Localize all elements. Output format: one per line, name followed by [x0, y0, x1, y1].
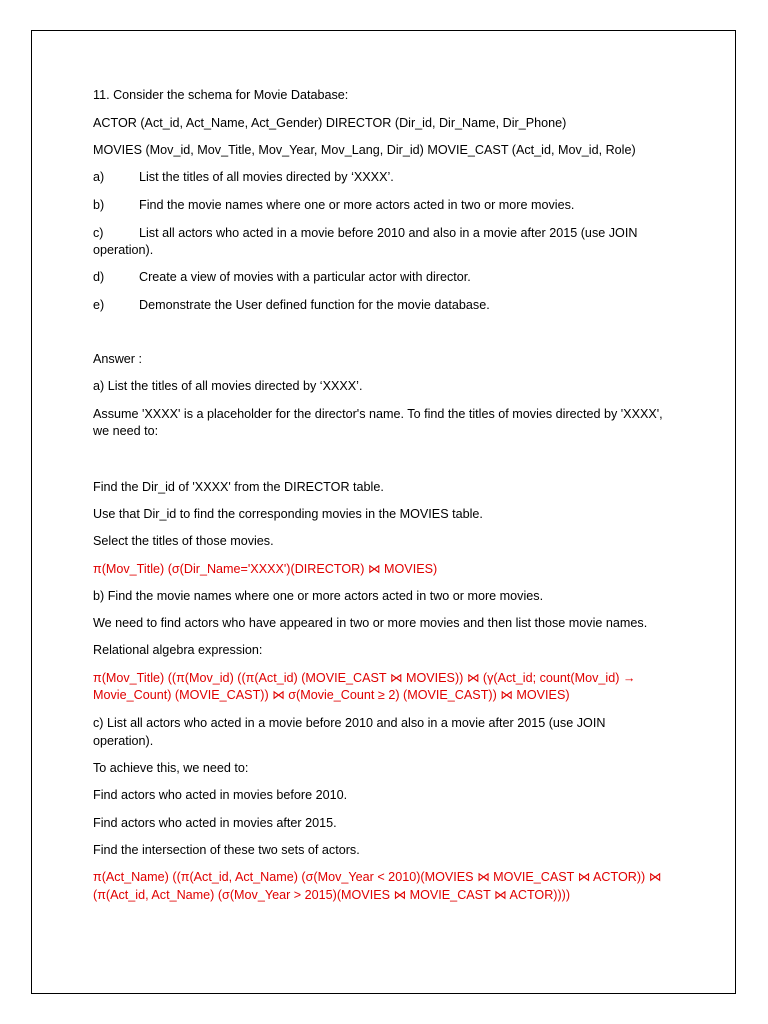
question-item-d: [93, 269, 471, 286]
answer-a-step-2: Use that Dir_id to find the corresponding movies in the MOVIES table.: [93, 507, 483, 521]
question-item-c: [93, 225, 637, 242]
answer-c-intro: To achieve this, we need to:: [93, 761, 249, 775]
answer-b-expression-line-1: π(Mov_Title) ((π(Mov_id) ((π(Act_id) (MOVIE_CAST ⋈ MOVIES)) ⋈ (γ(Act_id; count(Mov_id) →: [93, 671, 636, 685]
question-item-c-continued: operation).: [93, 243, 154, 257]
schema-line-1: ACTOR (Act_id, Act_Name, Act_Gender) DIRECTOR (Dir_id, Dir_Name, Dir_Phone): [93, 116, 567, 130]
item-letter: c): [93, 226, 104, 240]
answer-c-step-1: Find actors who acted in movies before 2010.: [93, 788, 348, 802]
answer-b-label: Relational algebra expression:: [93, 643, 263, 657]
schema-line-2: MOVIES (Mov_id, Mov_Title, Mov_Year, Mov_Lang, Dir_id) MOVIE_CAST (Act_id, Mov_id, Role): [93, 143, 636, 157]
answer-a-step-1: Find the Dir_id of 'XXXX' from the DIRECTOR table.: [93, 480, 384, 494]
item-text: Find the movie names where one or more actors acted in two or more movies.: [139, 198, 575, 212]
question-item-b: [93, 197, 574, 214]
item-text: List the titles of all movies directed by ‘XXXX’.: [139, 170, 394, 184]
answer-label: Answer :: [93, 352, 142, 366]
question-item-a: [93, 169, 394, 186]
answer-b-expression-line-2: Movie_Count) (MOVIE_CAST)) ⋈ σ(Movie_Count ≥ 2) (MOVIE_CAST)) ⋈ MOVIES): [93, 688, 570, 702]
item-letter: b): [93, 198, 105, 212]
item-text: Create a view of movies with a particular actor with director.: [139, 270, 471, 284]
answer-c-expression-line-2: (π(Act_id, Act_Name) (σ(Mov_Year > 2015)(MOVIES ⋈ MOVIE_CAST ⋈ ACTOR)))): [93, 888, 571, 902]
question-item-e: [93, 297, 490, 314]
answer-c-expression-line-1: π(Act_Name) ((π(Act_id, Act_Name) (σ(Mov_Year < 2010)(MOVIES ⋈ MOVIE_CAST ⋈ ACTOR)) ⋈: [93, 870, 662, 884]
answer-b-intro: We need to find actors who have appeared in two or more movies and then list those movie names.: [93, 616, 648, 630]
item-text: List all actors who acted in a movie before 2010 and also in a movie after 2015 (use JOIN: [139, 226, 638, 240]
answer-a-expression: π(Mov_Title) (σ(Dir_Name='XXXX')(DIRECTOR) ⋈ MOVIES): [93, 562, 438, 576]
answer-c-title-line-1: c) List all actors who acted in a movie before 2010 and also in a movie after 2015 (use JOIN: [93, 716, 606, 730]
item-letter: e): [93, 298, 105, 312]
answer-a-step-3: Select the titles of those movies.: [93, 534, 274, 548]
item-letter: d): [93, 270, 105, 284]
item-letter: a): [93, 170, 105, 184]
answer-b-title: b) Find the movie names where one or more actors acted in two or more movies.: [93, 589, 544, 603]
answer-c-step-3: Find the intersection of these two sets of actors.: [93, 843, 360, 857]
question-heading: 11. Consider the schema for Movie Database:: [93, 88, 349, 102]
item-text: Demonstrate the User defined function for the movie database.: [139, 298, 490, 312]
answer-a-title: a) List the titles of all movies directed by ‘XXXX’.: [93, 379, 363, 393]
answer-a-intro: Assume 'XXXX' is a placeholder for the director's name. To find the titles of movies directed by 'XXXX', we need to:: [93, 407, 663, 438]
answer-c-title-line-2: operation).: [93, 734, 154, 748]
answer-c-step-2: Find actors who acted in movies after 2015.: [93, 816, 337, 830]
